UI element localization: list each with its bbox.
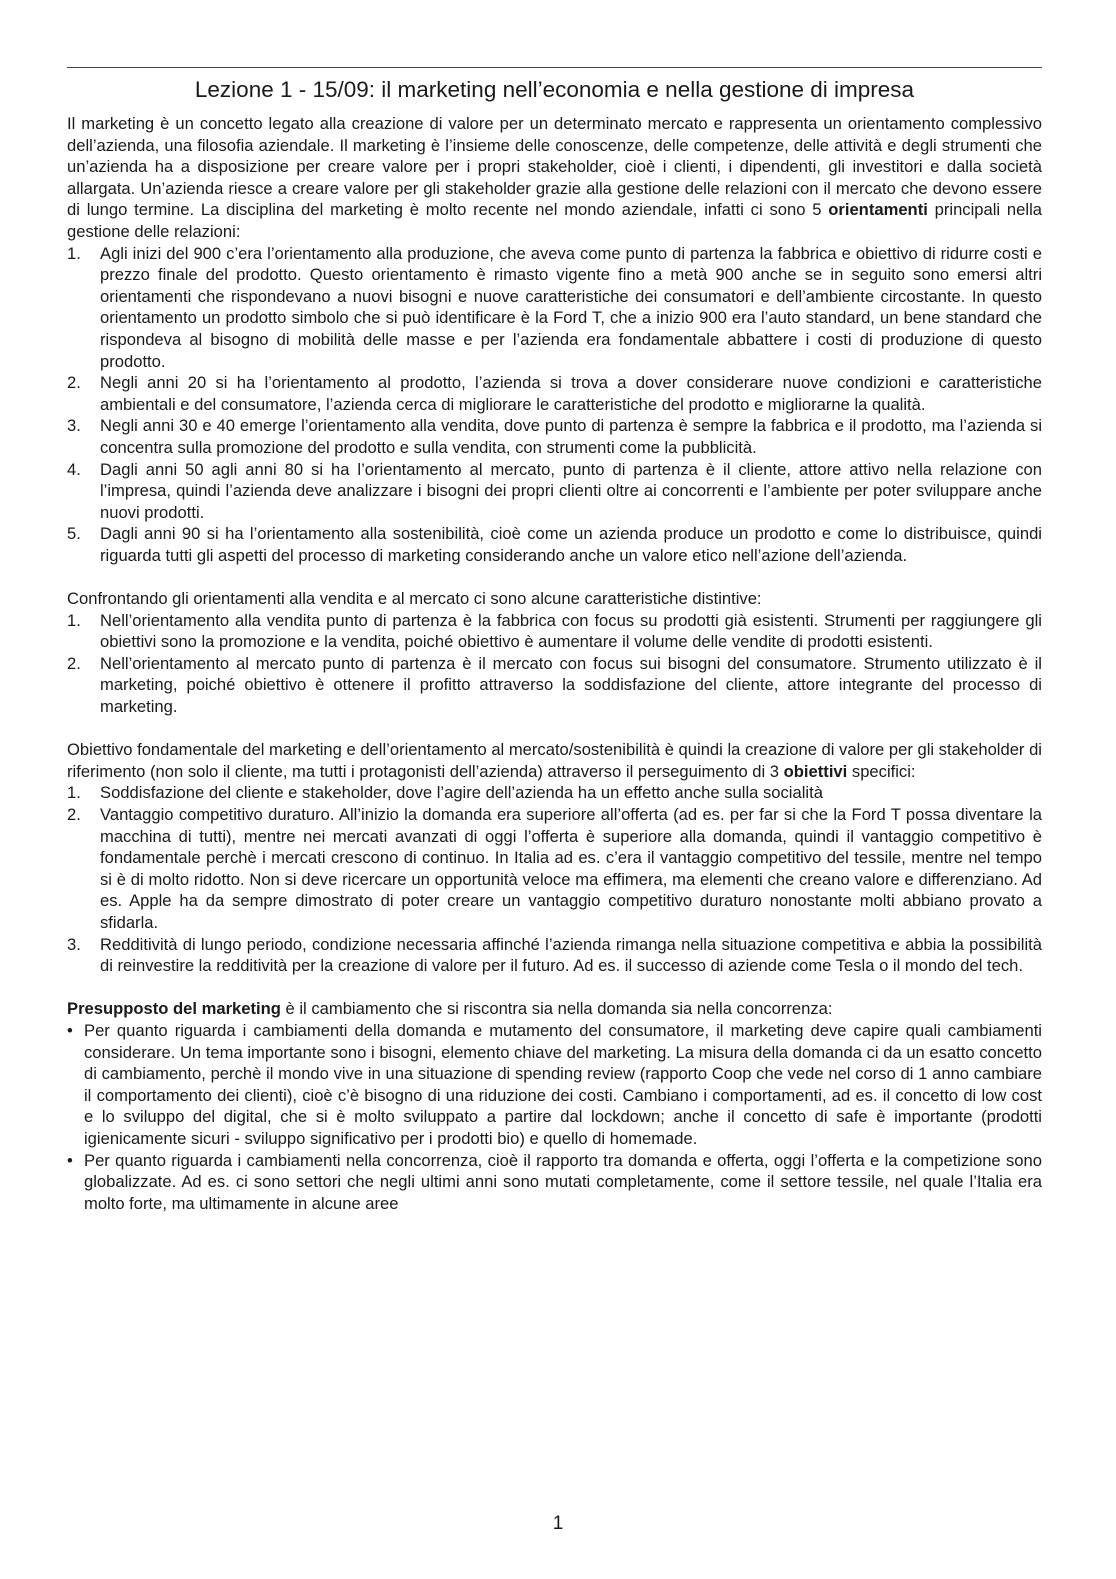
item-text: Nell’orientamento alla vendita punto di partenza è la fabbrica con focus su prodotti già esistenti. Strumenti per raggiungere gli obiettivi sono la promozione e la vendita, poiché obiettivo è aumentare il volume delle vendite di prodotti esistenti.: [100, 610, 1042, 652]
item-number: 2.: [67, 805, 81, 824]
header-rule: [67, 67, 1042, 68]
item-number: 2.: [67, 653, 81, 673]
spacer: [67, 566, 1042, 588]
list-item: [67, 523, 1042, 566]
list-item: [67, 372, 1042, 415]
list-item: [67, 653, 1042, 718]
intro-tail: principali nella gestione delle relazioni:: [67, 200, 1042, 241]
item-text: Per quanto riguarda i cambiamenti nella concorrenza, cioè il rapporto tra domanda e offerta, oggi l’offerta e la competizione sono globalizzate. Ad es. ci sono settori che negli ultimi anni sono mutati completamente, come il settore tessile, nel quale l’Italia era molto forte, ma ultimamente in alcune aree: [84, 1150, 1042, 1213]
list-item: [67, 782, 1042, 804]
document-page: [67, 76, 1042, 1214]
list-item: [67, 934, 1042, 977]
item-text: Per quanto riguarda i cambiamenti della domanda e mutamento del consumatore, il marketing deve capire quali cambiamenti considerare. Un tema importante sono i bisogni, elemento chiave del marketing. La misura della domanda ci da un esatto concetto di cambiamento, perchè il mondo vive in una situazione di spending review (rapporto Coop che vede nel corso di 1 anno cambiare il comportamento dei clienti), cioè c’è bisogno di una riduzione dei costi. Cambiano i comportamenti, ad es. il concetto di low cost e lo sviluppo del digital, che si è molto sviluppato a partire dal lockdown; anche il concetto di safe è importante (prodotti igienicamente sicuri - sviluppo significativo per i prodotti bio) e quello di homemade.: [84, 1020, 1042, 1148]
list-item: [67, 804, 1042, 934]
item-number: 3.: [67, 934, 81, 954]
obiettivi-intro: [67, 739, 1042, 782]
list-item: [67, 1020, 1042, 1150]
confronto-intro: Confrontando gli orientamenti alla vendita e al mercato ci sono alcune caratteristiche distintive:: [67, 589, 762, 609]
item-number: 1.: [67, 243, 81, 263]
list-item: [67, 415, 1042, 458]
presupposto-bold: Presupposto del marketing: [67, 999, 281, 1019]
obiettivi-text: Obiettivo fondamentale del marketing e dell’orientamento al mercato/sostenibilità è quindi la creazione di valore per gli stakeholder di riferimento (non solo il cliente, ma tutti i protagonisti dell’azienda) attraverso il perseguimento di 3: [67, 740, 1042, 781]
intro-bold: orientamenti: [828, 200, 928, 220]
item-number: 1.: [67, 610, 81, 630]
obiettivi-list: [67, 782, 1042, 976]
list-item: [67, 1150, 1042, 1215]
orientamenti-list: [67, 243, 1042, 567]
item-number: 3.: [67, 416, 81, 436]
item-text: Dagli anni 50 agli anni 80 si ha l’orientamento al mercato, punto di partenza è il cliente, attore attivo nella relazione con l’impresa, quindi l’azienda deve analizzare i bisogni dei propri clienti oltre ai concorrenti e l’ambiente per poter sviluppare anche nuovi prodotti.: [100, 459, 1042, 522]
item-text: Agli inizi del 900 c’era l’orientamento alla produzione, che aveva come punto di partenza la fabbrica e obiettivo di ridurre costi e prezzo finale del prodotto. Questo orientamento è rimasto vigente fino a metà 900 anche se in seguito sono emersi altri orientamenti che rispondevano a nuovi bisogni e nuove caratteristiche dei consumatori e dell’ambiente circostante. In questo orientamento un prodotto simbolo che si può identificare è la Ford T, che a inizio 900 era l’auto standard, un bene standard che rispondeva al bisogno di mobilità delle masse e per l’azienda era fondamentale abbattere i costi di produzione di questo prodotto.: [100, 243, 1042, 371]
confronto-list: [67, 610, 1042, 718]
intro-text: Il marketing è un concetto legato alla creazione di valore per un determinato mercato e rappresenta un orientamento complessivo dell’azienda, una filosofia aziendale. Il marketing è l’insieme delle conoscenze, delle competenze, delle attività e degli strumenti che un’azienda ha a disposizione per creare valore per i propri stakeholder, cioè i clienti, i dipendenti, gli investitori e dalla società allargata. Un’azienda riesce a creare valore per gli stakeholder grazie alla gestione delle relazioni con il mercato che devono essere di lungo termine. La disciplina del marketing è molto recente nel mondo aziendale, infatti ci sono 5: [67, 114, 1042, 220]
presupposto-list: [67, 1020, 1042, 1214]
bullet-icon: •: [67, 1150, 73, 1170]
item-text: Vantaggio competitivo duraturo. All’inizio la domanda era superiore all’offerta (ad es. per far si che la Ford T possa diventare la macchina di tutti), mentre nei mercati avanzati di oggi l’offerta è superiore alla domanda, quindi il vantaggio competitivo è fondamentale perchè i mercati crescono di continuo. In Italia ad es. c’era il vantaggio competitivo del tessile, mentre nel tempo si è di molto ridotto. Non si deve ricercare un opportunità veloce ma effimera, ma elementi che creano valore e differenziano. Ad es. Apple ha da sempre dimostrato di poter creare un vantaggio competitivo duraturo nonostante molti abbiano provato a sfidarla.: [100, 805, 1042, 932]
item-number: 5.: [67, 524, 81, 544]
item-text: Redditività di lungo periodo, condizione necessaria affinché l’azienda rimanga nella situazione competitiva e abbia la possibilità di reinvestire la redditività per la creazione di valore per il futuro. Ad es. il successo di aziende come Tesla o il mondo del tech.: [100, 934, 1042, 976]
list-item: [67, 610, 1042, 653]
list-item: [67, 243, 1042, 373]
item-number: 4.: [67, 459, 81, 479]
item-text: Dagli anni 90 si ha l’orientamento alla sostenibilità, cioè come un azienda produce un prodotto e come lo distribuisce, quindi riguarda tutti gli aspetti del processo di marketing considerando anche un valore etico nell’azione dell’azienda.: [100, 524, 1042, 565]
item-text: Soddisfazione del cliente e stakeholder, dove l’agire dell’azienda ha un effetto anche sulla socialità: [100, 783, 823, 803]
item-text: Negli anni 30 e 40 emerge l’orientamento alla vendita, dove punto di partenza è sempre la fabbrica e il prodotto, ma l’azienda si concentra sulla promozione del prodotto e sulla vendita, con strumenti come la pubblicità.: [100, 416, 1042, 457]
page-title: Lezione 1 - 15/09: il marketing nell’economia e nella gestione di impresa: [194, 77, 915, 102]
item-number: 1.: [67, 783, 81, 803]
presupposto-tail: è il cambiamento che si riscontra sia nella domanda sia nella concorrenza:: [280, 999, 833, 1019]
intro-paragraph: [67, 113, 1042, 243]
spacer: [67, 718, 1042, 740]
item-text: Negli anni 20 si ha l’orientamento al prodotto, l’azienda si trova a dover considerare nuove condizioni e caratteristiche ambientali e del consumatore, l’azienda cerca di migliorare le caratteristiche del prodotto e migliorarne la qualità.: [100, 373, 1042, 414]
item-number: 2.: [67, 373, 81, 393]
presupposto-intro: [67, 998, 1042, 1020]
list-item: [67, 459, 1042, 524]
item-text: Nell’orientamento al mercato punto di partenza è il mercato con focus sui bisogni del consumatore. Strumento utilizzato è il marketing, poiché obiettivo è ottenere il profitto attraverso la soddisfazione del cliente, attore integrante del processo di marketing.: [100, 653, 1042, 717]
obiettivi-bold: obiettivi: [783, 761, 848, 781]
bullet-icon: •: [67, 1020, 73, 1040]
page-number: 1: [552, 1513, 564, 1534]
obiettivi-tail: specifici:: [847, 761, 916, 781]
spacer: [67, 977, 1042, 999]
